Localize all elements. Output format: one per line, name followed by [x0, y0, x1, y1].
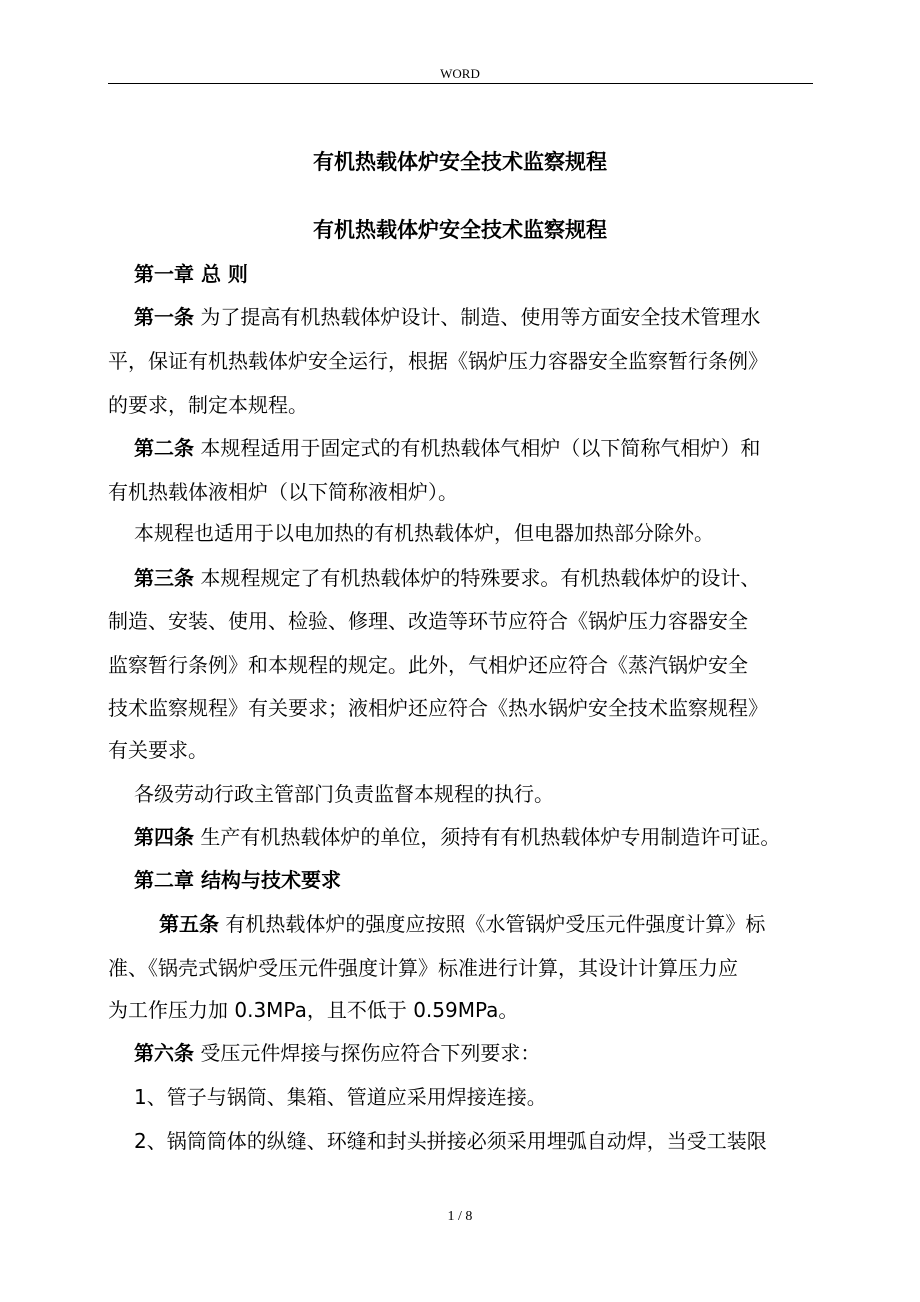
article-text: 为了提高有机热载体炉设计、制造、使用等方面安全技术管理水 [200, 305, 761, 329]
article-text: 本规程适用于固定式的有机热载体气相炉（以下简称气相炉）和 [200, 436, 761, 460]
article-label: 第四条 [134, 825, 194, 849]
article-1-line-3: 的要求，制定本规程。 [108, 393, 308, 417]
article-1-line-2: 平，保证有机热载体炉安全运行，根据《锅炉压力容器安全监察暂行条例》 [108, 349, 768, 373]
article-1-line-1 [134, 302, 760, 332]
page-number: 1 / 8 [447, 1209, 473, 1224]
article-3-line-2: 制造、安装、使用、检验、修理、改造等环节应符合《锅炉压力容器安全 [108, 609, 748, 633]
article-3-line-4: 技术监察规程》有关要求；液相炉还应符合《热水锅炉安全技术监察规程》 [108, 696, 768, 720]
article-3-line-5: 有关要求。 [108, 738, 208, 762]
header-label: WORD [440, 66, 480, 81]
article-2-line-2: 有机热载体液相炉（以下简称液相炉）。 [108, 480, 458, 504]
article-label: 第五条 [159, 912, 219, 936]
article-text: 有机热载体炉的强度应按照《水管锅炉受压元件强度计算》标 [225, 912, 766, 936]
article-2-paragraph-2: 本规程也适用于以电加热的有机热载体炉，但电器加热部分除外。 [134, 521, 714, 545]
header-rule [108, 83, 813, 84]
article-text: 受压元件焊接与探伤应符合下列要求： [200, 1041, 541, 1065]
article-label: 第六条 [134, 1041, 194, 1065]
chapter-heading-1: 第一章 总 则 [134, 262, 248, 286]
article-3-line-3: 监察暂行条例》和本规程的规定。此外，气相炉还应符合《蒸汽锅炉安全 [108, 653, 748, 677]
article-text: 生产有机热载体炉的单位，须持有有机热载体炉专用制造许可证。 [200, 825, 781, 849]
article-text: 本规程规定了有机热载体炉的特殊要求。有机热载体炉的设计、 [200, 566, 761, 590]
article-label: 第二条 [134, 436, 194, 460]
document-subtitle: 有机热载体炉安全技术监察规程 [313, 218, 607, 242]
article-label: 第一条 [134, 305, 194, 329]
article-3-paragraph-2: 各级劳动行政主管部门负责监督本规程的执行。 [134, 782, 554, 806]
article-3-line-1 [134, 563, 760, 593]
article-5-line-3: 为工作压力加 0.3MPa，且不低于 0.59MPa。 [108, 998, 519, 1022]
article-5-line-2: 准、《锅壳式锅炉受压元件强度计算》标准进行计算，其设计计算压力应 [108, 956, 738, 980]
article-label: 第三条 [134, 566, 194, 590]
article-2-line-1 [134, 433, 760, 463]
chapter-heading-2: 第二章 结构与技术要求 [134, 868, 341, 892]
list-item-2: 2、锅筒筒体的纵缝、环缝和封头拼接必须采用埋弧自动焊，当受工装限 [134, 1129, 767, 1153]
article-5-line-1 [159, 909, 765, 939]
article-6-line-1 [134, 1038, 540, 1068]
list-item-1: 1、管子与锅筒、集箱、管道应采用焊接连接。 [134, 1085, 547, 1109]
article-4-line-1 [134, 822, 780, 852]
document-title: 有机热载体炉安全技术监察规程 [313, 150, 607, 174]
